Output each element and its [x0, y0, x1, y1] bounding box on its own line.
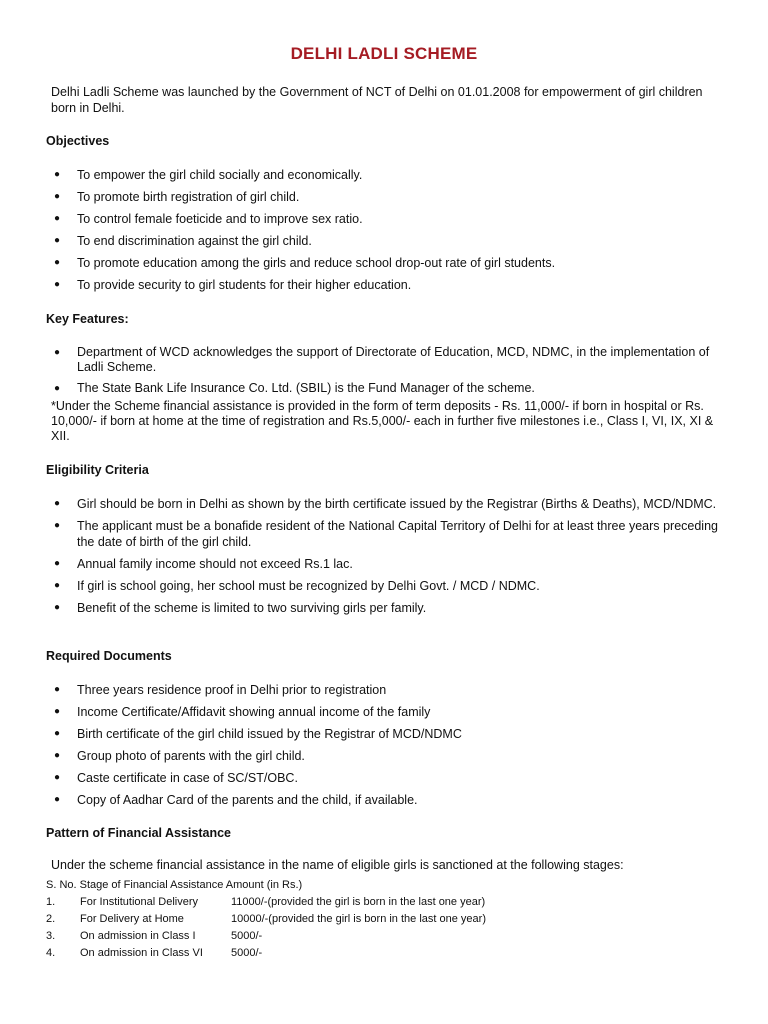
row-amount: 11000/-(provided the girl is born in the last one year): [231, 896, 486, 908]
list-item: ● To promote education among the girls and reduce school drop-out rate of girl students.: [54, 256, 556, 270]
page-title: DELHI LADLI SCHEME: [290, 44, 478, 63]
documents-list: [46, 682, 718, 808]
eligibility-heading: Eligibility Criteria: [46, 463, 149, 477]
bullet-icon: ●: [54, 279, 61, 290]
row-amount: 10000/-(provided the girl is born in the last one year): [231, 913, 486, 925]
bullet-icon: ●: [54, 750, 61, 761]
list-item: ● The applicant must be a bonafide resident of the National Capital Territory of Delhi for at least three years preceding the date of birth of the girl child.: [54, 519, 718, 549]
table-row: [46, 947, 486, 964]
row-stage: For Institutional Delivery: [80, 896, 198, 908]
objectives-heading: Objectives: [46, 134, 110, 148]
row-stage: On admission in Class VI: [80, 947, 203, 959]
financial-heading: Pattern of Financial Assistance: [46, 826, 232, 840]
bullet-icon: ●: [54, 728, 61, 739]
list-item: ● Benefit of the scheme is limited to two surviving girls per family.: [54, 601, 427, 615]
bullet-icon: ●: [54, 347, 61, 358]
bullet-icon: ●: [54, 580, 61, 591]
table-row: [46, 896, 486, 913]
financial-lead: Under the scheme financial assistance in the name of eligible girls is sanctioned at the following stages:: [51, 858, 624, 872]
list-item: ● To provide security to girl students for their higher education.: [54, 278, 412, 292]
list-item: ● Income Certificate/Affidavit showing annual income of the family: [54, 705, 431, 719]
table-row: [46, 930, 486, 947]
row-number: 1.: [46, 896, 56, 908]
list-item: ● Caste certificate in case of SC/ST/OBC.: [54, 771, 298, 785]
bullet-icon: ●: [54, 684, 61, 695]
list-item: ● Annual family income should not exceed Rs.1 lac.: [54, 557, 353, 571]
list-item: ● To promote birth registration of girl child.: [54, 190, 300, 204]
row-stage: On admission in Class I: [80, 930, 196, 942]
bullet-icon: ●: [54, 498, 61, 509]
list-item: ● Group photo of parents with the girl child.: [54, 749, 305, 763]
bullet-icon: ●: [54, 257, 61, 268]
bullet-icon: ●: [54, 520, 61, 531]
table-header-row: [46, 879, 486, 896]
documents-heading: Required Documents: [46, 649, 172, 663]
list-item: ● The State Bank Life Insurance Co. Ltd. (SBIL) is the Fund Manager of the scheme.: [54, 381, 535, 395]
eligibility-list: [46, 496, 718, 616]
list-item: ● To empower the girl child socially and economically.: [54, 168, 363, 182]
row-number: 2.: [46, 913, 56, 925]
table-header: S. No. Stage of Financial Assistance Amount (in Rs.): [46, 879, 303, 891]
objectives-list: [46, 167, 718, 293]
list-item: ● Girl should be born in Delhi as shown by the birth certificate issued by the Registrar (Births & Deaths), MCD/NDMC.: [54, 497, 717, 511]
table-row: [46, 913, 486, 930]
bullet-icon: ●: [54, 772, 61, 783]
list-item: ● To end discrimination against the girl child.: [54, 234, 312, 248]
list-item: ● Birth certificate of the girl child issued by the Registrar of MCD/NDMC: [54, 727, 462, 741]
bullet-icon: ●: [54, 602, 61, 613]
list-item: ● To control female foeticide and to improve sex ratio.: [54, 212, 363, 226]
intro-paragraph: Delhi Ladli Scheme was launched by the Government of NCT of Delhi on 01.01.2008 for empowerment of girl children born in Delhi.: [51, 85, 703, 115]
bullet-icon: ●: [54, 191, 61, 202]
list-item: ● Department of WCD acknowledges the support of Directorate of Education, MCD, NDMC, in the implementation of Ladli Scheme.: [54, 345, 710, 374]
bullet-icon: ●: [54, 213, 61, 224]
bullet-icon: ●: [54, 383, 61, 394]
row-stage: For Delivery at Home: [80, 913, 184, 925]
row-number: 3.: [46, 930, 56, 942]
financial-table: [46, 879, 486, 964]
list-item: ● Three years residence proof in Delhi prior to registration: [54, 683, 387, 697]
list-item: ● If girl is school going, her school must be recognized by Delhi Govt. / MCD / NDMC.: [54, 579, 540, 593]
bullet-icon: ●: [54, 794, 61, 805]
key-features-note: *Under the Scheme financial assistance is provided in the form of term deposits - Rs. 11,000/- if born in hospital or Rs. 10,000/- if born at home at the time of registration and Rs.5,000/- each in further five milestones i.e., Class I, VI, IX, XI & XII.: [51, 399, 714, 443]
row-amount: 5000/-: [231, 930, 263, 942]
key-features-list: [46, 345, 718, 396]
bullet-icon: ●: [54, 706, 61, 717]
key-features-heading: Key Features:: [46, 312, 129, 326]
bullet-icon: ●: [54, 558, 61, 569]
bullet-icon: ●: [54, 169, 61, 180]
bullet-icon: ●: [54, 235, 61, 246]
row-amount: 5000/-: [231, 947, 263, 959]
list-item: ● Copy of Aadhar Card of the parents and the child, if available.: [54, 793, 418, 807]
row-number: 4.: [46, 947, 56, 959]
